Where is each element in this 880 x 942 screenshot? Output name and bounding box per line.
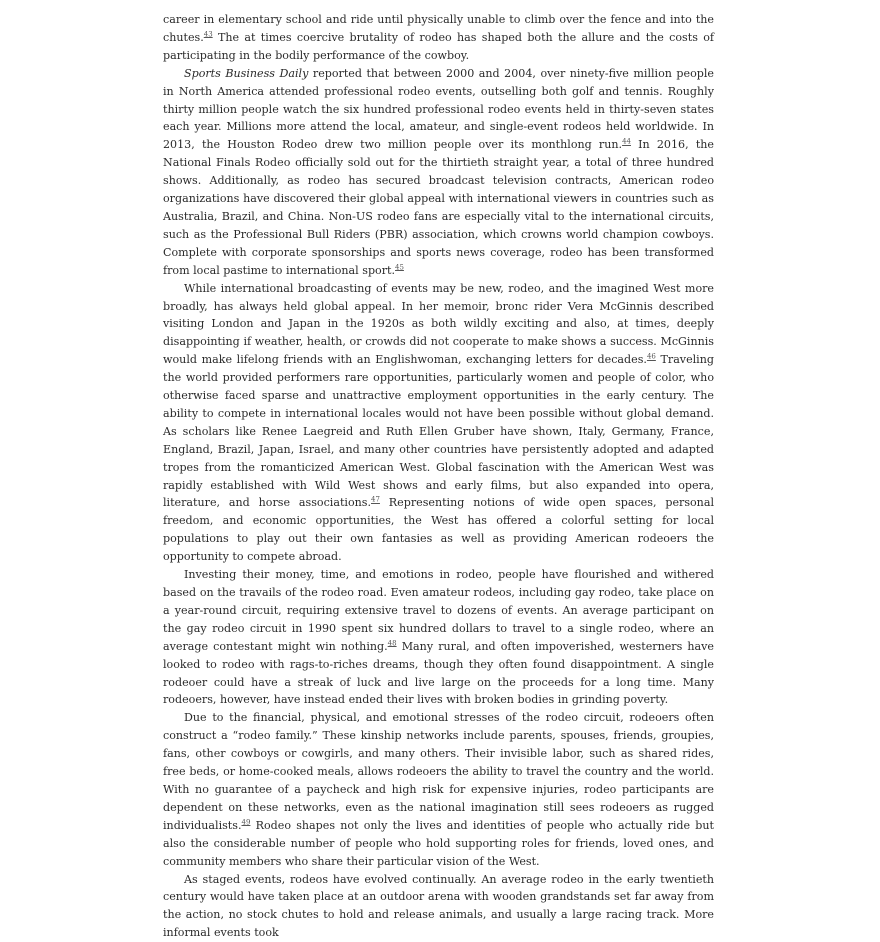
text-run: Many rural, and often impoverished, westerners have looked to rodeo with rags-to-riches dreams, though they often found disappointment. A single rodeoer could have a streak of luck and live large on the proceeds for a long time. Many rodeoers, however, have instead ended their lives with broken bodies in grinding poverty. <box>163 640 714 707</box>
text-run: In 2016, the National Finals Rodeo officially sold out for the thirtieth straight year, a total of three hundred shows. Additionally, as rodeo has secured broadcast television contracts, American rodeo organizations have discovered their global appeal with international viewers in countries such as Australia, Brazil, and China. Non-US rodeo fans are especially vital to the international circuits, such as the Professional Bull Riders (PBR) association, which crowns world champion cowboys. Complete with corporate sponsorships and sports news coverage, rodeo has been transformed from local pastime to international sport. <box>163 138 714 276</box>
footnote-ref[interactable]: 48 <box>388 639 397 647</box>
text-run: Representing notions of wide open spaces, personal freedom, and economic opportunities, the West has offered a colorful setting for local populations to play out their own fantasies as well as providing American rodeoers the opportunity to compete abroad. <box>163 496 714 563</box>
footnote-ref[interactable]: 45 <box>395 263 404 271</box>
text-run: The at times coercive brutality of rodeo has shaped both the allure and the costs of participating in the bodily performance of the cowboy. <box>163 31 714 62</box>
paragraph <box>163 11 714 65</box>
paragraph <box>163 566 714 709</box>
paragraph <box>163 65 714 280</box>
paragraph <box>163 709 714 870</box>
text-run: career in elementary school and ride until physically unable to climb over the fence and into the chutes. <box>163 13 714 44</box>
text-run: Traveling the world provided performers rare opportunities, particularly women and people of color, who otherwise faced sparse and unattractive employment opportunities in the early century. The ability to compete in international locales would not have been possible without global demand. As scholars like Renee Laegreid and Ruth Ellen Gruber have shown, Italy, Germany, France, England, Brazil, Japan, Israel, and many other countries have persistently adopted and adapted tropes from the romanticized American West. Global fascination with the American West was rapidly established with Wild West shows and early films, but also expanded into opera, literature, and horse associations. <box>163 353 714 509</box>
footnote-ref[interactable]: 46 <box>647 353 656 361</box>
text-run: reported that between 2000 and 2004, over ninety-five million people in North America attended professional rodeo events, outselling both golf and tennis. Roughly thirty million people watch the six hundred professional rodeo events held in thirty-seven states each year. Millions more attend the local, amateur, and single-event rodeos held worldwide. In 2013, the Houston Rodeo drew two million people over its monthlong run. <box>163 67 714 152</box>
footnote-ref[interactable]: 47 <box>371 496 380 504</box>
paragraph <box>163 871 714 942</box>
text-run: Rodeo shapes not only the lives and identities of people who actually ride but also the considerable number of people who hold supporting roles for friends, loved ones, and community members who share their particular vision of the West. <box>163 819 714 868</box>
text-run: As staged events, rodeos have evolved continually. An average rodeo in the early twentieth century would have taken place at an outdoor arena with wooden grandstands set far away from the action, no stock chutes to hold and release animals, and usually a large racing track. More informal events took <box>163 873 714 940</box>
text-run: Investing their money, time, and emotions in rodeo, people have flourished and withered based on the travails of the rodeo road. Even amateur rodeos, including gay rodeo, take place on a year-round circuit, requiring extensive travel to dozens of events. An average participant on the gay rodeo circuit in 1990 spent six hundred dollars to travel to a single rodeo, where an average contestant might win nothing. <box>163 568 714 653</box>
book-page-body <box>163 11 714 942</box>
footnote-ref[interactable]: 43 <box>204 30 213 38</box>
footnote-ref[interactable]: 49 <box>242 818 251 826</box>
italic-title: Sports Business Daily <box>184 67 308 80</box>
paragraph <box>163 280 714 567</box>
text-run: Due to the financial, physical, and emotional stresses of the rodeo circuit, rodeoers often construct a “rodeo family.” These kinship networks include parents, spouses, friends, groupies, fans, other cowboys or cowgirls, and many others. Their invisible labor, such as shared rides, free beds, or home-cooked meals, allows rodeoers the ability to travel the country and the world. With no guarantee of a paycheck and high risk for expensive injuries, rodeo participants are dependent on these networks, even as the national imagination still sees rodeoers as rugged individualists. <box>163 711 714 831</box>
footnote-ref[interactable]: 44 <box>622 138 631 146</box>
text-run: While international broadcasting of events may be new, rodeo, and the imagined West more broadly, has always held global appeal. In her memoir, bronc rider Vera McGinnis described visiting London and Japan in the 1920s as both wildly exciting and also, at times, deeply disappointing if weather, health, or crowds did not cooperate to make shows a success. McGinnis would make lifelong friends with an Englishwoman, exchanging letters for decades. <box>163 282 714 367</box>
